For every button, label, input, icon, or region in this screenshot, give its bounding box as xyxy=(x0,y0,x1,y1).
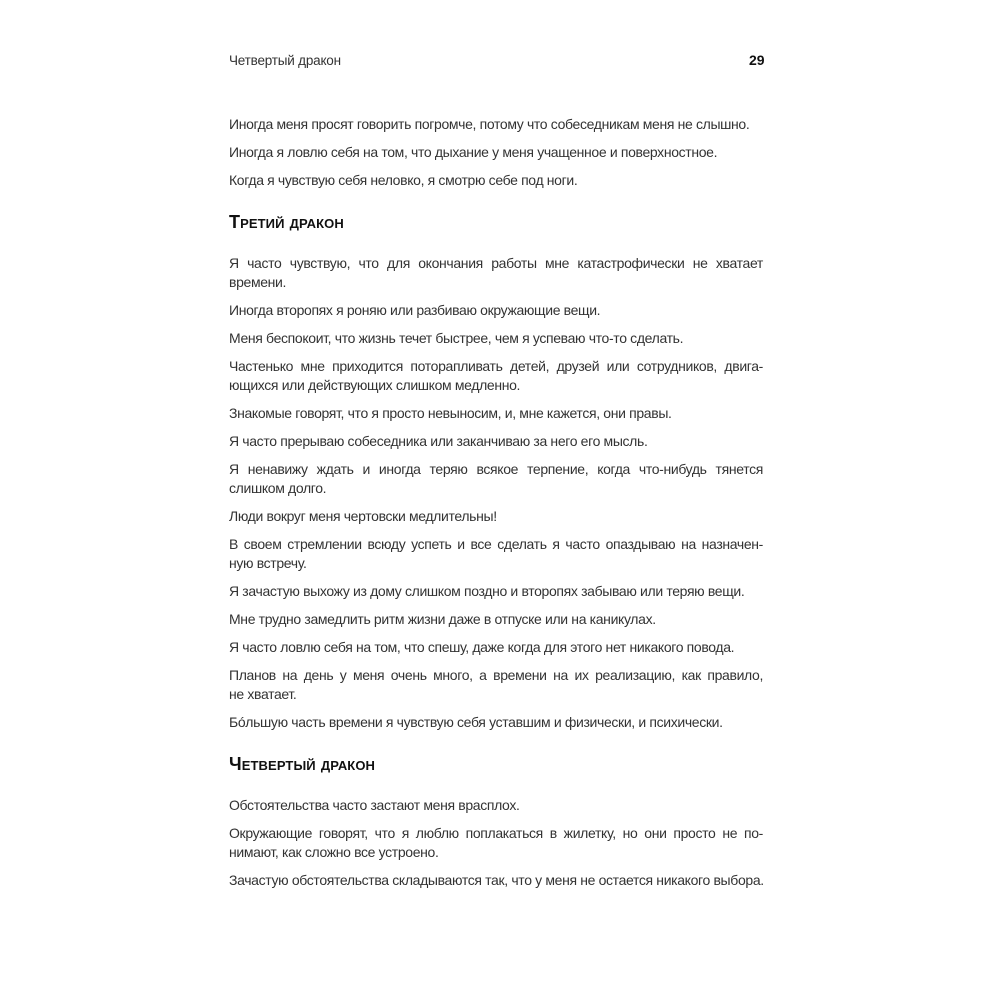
text-line: Знакомые говорят, что я просто невыносим, и, мне кажется, они правы. xyxy=(229,405,672,421)
text-line: Иногда меня просят говорить погромче, потому что собеседникам меня не слышно. xyxy=(229,116,750,132)
paragraph xyxy=(229,507,763,526)
text-line: Когда я чувствую себя неловко, я смотрю себе под ноги. xyxy=(229,172,578,188)
paragraph xyxy=(229,610,763,629)
text-line: Я часто прерываю собеседника или заканчиваю за него его мысль. xyxy=(229,433,648,449)
paragraph xyxy=(229,171,763,190)
paragraph xyxy=(229,460,763,498)
text-line: Бóльшую часть времени я чувствую себя уставшим и физически, и психически. xyxy=(229,714,723,730)
paragraph xyxy=(229,713,763,732)
text-line: Мне трудно замедлить ритм жизни даже в отпуске или на каникулах. xyxy=(229,611,656,627)
text-line: не хватает. xyxy=(229,686,297,702)
sections xyxy=(229,211,763,890)
paragraph xyxy=(229,535,763,573)
paragraph xyxy=(229,432,763,451)
paragraph xyxy=(229,796,763,815)
section-heading: Четвертый дракон xyxy=(229,754,376,774)
text-line: Меня беспокоит, что жизнь течет быстрее, чем я успеваю что-то сделать. xyxy=(229,330,684,346)
text-line: ную встречу. xyxy=(229,555,307,571)
running-header: Четвертый дракон xyxy=(229,53,341,68)
intro-paragraphs xyxy=(229,115,763,190)
paragraph xyxy=(229,357,763,395)
text-line: Я часто чувствую, что для окончания работы мне катастрофически не хватает xyxy=(229,255,763,271)
paragraph xyxy=(229,254,763,292)
paragraph xyxy=(229,666,763,704)
paragraph xyxy=(229,638,763,657)
paragraph xyxy=(229,404,763,423)
text-line: Обстоятельства часто застают меня врасплох. xyxy=(229,797,520,813)
section-heading: Третий дракон xyxy=(229,212,344,232)
text-line: Люди вокруг меня чертовски медлительны! xyxy=(229,508,497,524)
text-line: ющихся или действующих слишком медленно. xyxy=(229,377,521,393)
text-line: времени. xyxy=(229,274,287,290)
paragraph xyxy=(229,115,763,134)
text-line: Зачастую обстоятельства складываются так, что у меня не остается никакого выбора. xyxy=(229,872,764,888)
paragraph xyxy=(229,582,763,601)
paragraph xyxy=(229,301,763,320)
page-body xyxy=(229,115,763,899)
section xyxy=(229,211,763,732)
text-line: Иногда я ловлю себя на том, что дыхание у меня учащенное и поверхностное. xyxy=(229,144,718,160)
text-line: В своем стремлении всюду успеть и все сделать я часто опаздываю на назначен- xyxy=(229,536,763,552)
text-line: Я зачастую выхожу из дому слишком поздно и второпях забываю или теряю вещи. xyxy=(229,583,745,599)
text-line: Я ненавижу ждать и иногда теряю всякое терпение, когда что-нибудь тянется xyxy=(229,461,763,477)
text-line: слишком долго. xyxy=(229,480,327,496)
text-line: нимают, как сложно все устроено. xyxy=(229,844,439,860)
page-number: 29 xyxy=(749,52,765,68)
section xyxy=(229,753,763,890)
paragraph xyxy=(229,329,763,348)
text-line: Окружающие говорят, что я люблю поплакаться в жилетку, но они просто не по- xyxy=(229,825,763,841)
text-line: Частенько мне приходится поторапливать детей, друзей или сотрудников, двига- xyxy=(229,358,763,374)
paragraph xyxy=(229,824,763,862)
paragraph xyxy=(229,871,763,890)
text-line: Планов на день у меня очень много, а времени на их реализацию, как правило, xyxy=(229,667,763,683)
text-line: Я часто ловлю себя на том, что спешу, даже когда для этого нет никакого повода. xyxy=(229,639,735,655)
paragraph xyxy=(229,143,763,162)
text-line: Иногда второпях я роняю или разбиваю окружающие вещи. xyxy=(229,302,601,318)
